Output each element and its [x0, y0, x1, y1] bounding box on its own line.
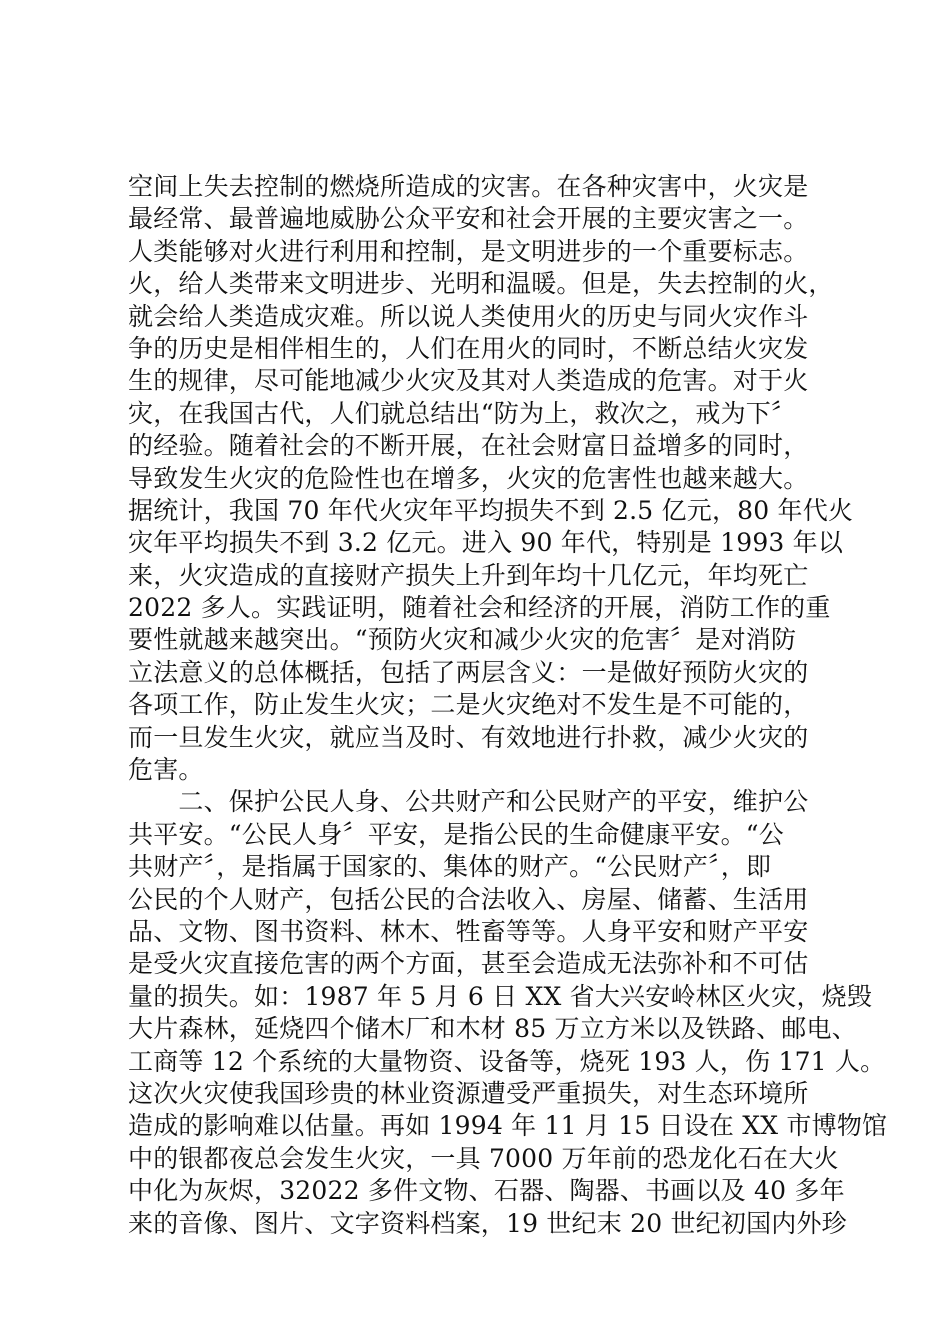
text-line: 共财产〞，是指属于国家的、集体的财产。“公民财产〞，即 — [128, 852, 772, 882]
text-line: 空间上失去控制的燃烧所造成的灾害。在各种灾害中，火灾是 — [128, 172, 809, 201]
text-line: 据统计，我国 70 年代火灾年平均损失不到 2.5 亿元，80 年代火 — [128, 495, 854, 525]
text-line: 造成的影响难以估量。再如 1994 年 11 月 15 日设在 XX 市博物馆 — [128, 1111, 888, 1141]
text-line: 灾，在我国古代，人们就总结出“防为上，救次之，戒为下〞 — [128, 398, 797, 428]
text-line: 人类能够对火进行利用和控制，是文明进步的一个重要标志。 — [128, 236, 809, 266]
text-line: 来，火灾造成的直接财产损失上升到年均十几亿元，年均死亡 — [128, 560, 809, 590]
text-line: 公民的个人财产，包括公民的合法收入、房屋、储蓄、生活用 — [128, 884, 809, 914]
text-line: 量的损失。如：1987 年 5 月 6 日 XX 省大兴安岭林区火灾，烧毁 — [128, 981, 873, 1011]
text-line: 各项工作，防止发生火灾；二是火灾绝对不发生是不可能的， — [128, 690, 809, 720]
text-line: 是受火灾直接危害的两个方面，甚至会造成无法弥补和不可估 — [128, 949, 809, 979]
text-line: 生的规律，尽可能地减少火灾及其对人类造成的危害。对于火 — [128, 366, 809, 396]
text-line: 中的银都夜总会发生火灾，一具 7000 万年前的恐龙化石在大火 — [128, 1143, 839, 1173]
text-line: 2022 多人。实践证明，随着社会和经济的开展，消防工作的重 — [128, 593, 831, 623]
text-line: 工商等 12 个系统的大量物资、设备等，烧死 193 人，伤 171 人。 — [128, 1046, 886, 1076]
text-line: 就会给人类造成灾难。所以说人类使用火的历史与同火灾作斗 — [128, 301, 809, 331]
text-line: 立法意义的总体概括，包括了两层含义：一是做好预防火灾的 — [128, 657, 809, 687]
text-line: 要性就越来越突出。“预防火灾和减少火灾的危害〞是对消防 — [128, 625, 797, 655]
text-line: 危害。 — [128, 755, 204, 785]
text-line: 争的历史是相伴相生的，人们在用火的同时，不断总结火灾发 — [128, 333, 809, 363]
text-line: 的经验。随着社会的不断开展，在社会财富日益增多的同时， — [128, 431, 809, 461]
text-line: 而一旦发生火灾，就应当及时、有效地进行扑救，减少火灾的 — [128, 722, 809, 752]
text-line: 灾年平均损失不到 3.2 亿元。进入 90 年代，特别是 1993 年以 — [128, 528, 844, 558]
text-line: 导致发生火灾的危险性也在增多，火灾的危害性也越来越大。 — [128, 463, 809, 493]
text-line: 大片森林，延烧四个储木厂和木材 85 万立方米以及铁路、邮电、 — [128, 1014, 857, 1044]
text-line: 品、文物、图书资料、林木、牲畜等等。人身平安和财产平安 — [128, 916, 809, 946]
text-line: 二、保护公民人身、公共财产和公民财产的平安，维护公 — [128, 787, 809, 817]
text-line: 这次火灾使我国珍贵的林业资源遭受严重损失，对生态环境所 — [128, 1078, 809, 1108]
text-line: 火，给人类带来文明进步、光明和温暖。但是，失去控制的火， — [128, 269, 834, 299]
text-line: 最经常、最普遍地威胁公众平安和社会开展的主要灾害之一。 — [128, 204, 809, 234]
text-line: 中化为灰烬，32022 多件文物、石器、陶器、书画以及 40 多年 — [128, 1176, 845, 1206]
text-line: 来的音像、图片、文字资料档案，19 世纪末 20 世纪初国内外珍 — [128, 1208, 847, 1238]
text-line: 共平安。“公民人身〞平安，是指公民的生命健康平安。“公 — [128, 819, 784, 849]
body-text — [128, 171, 888, 1240]
